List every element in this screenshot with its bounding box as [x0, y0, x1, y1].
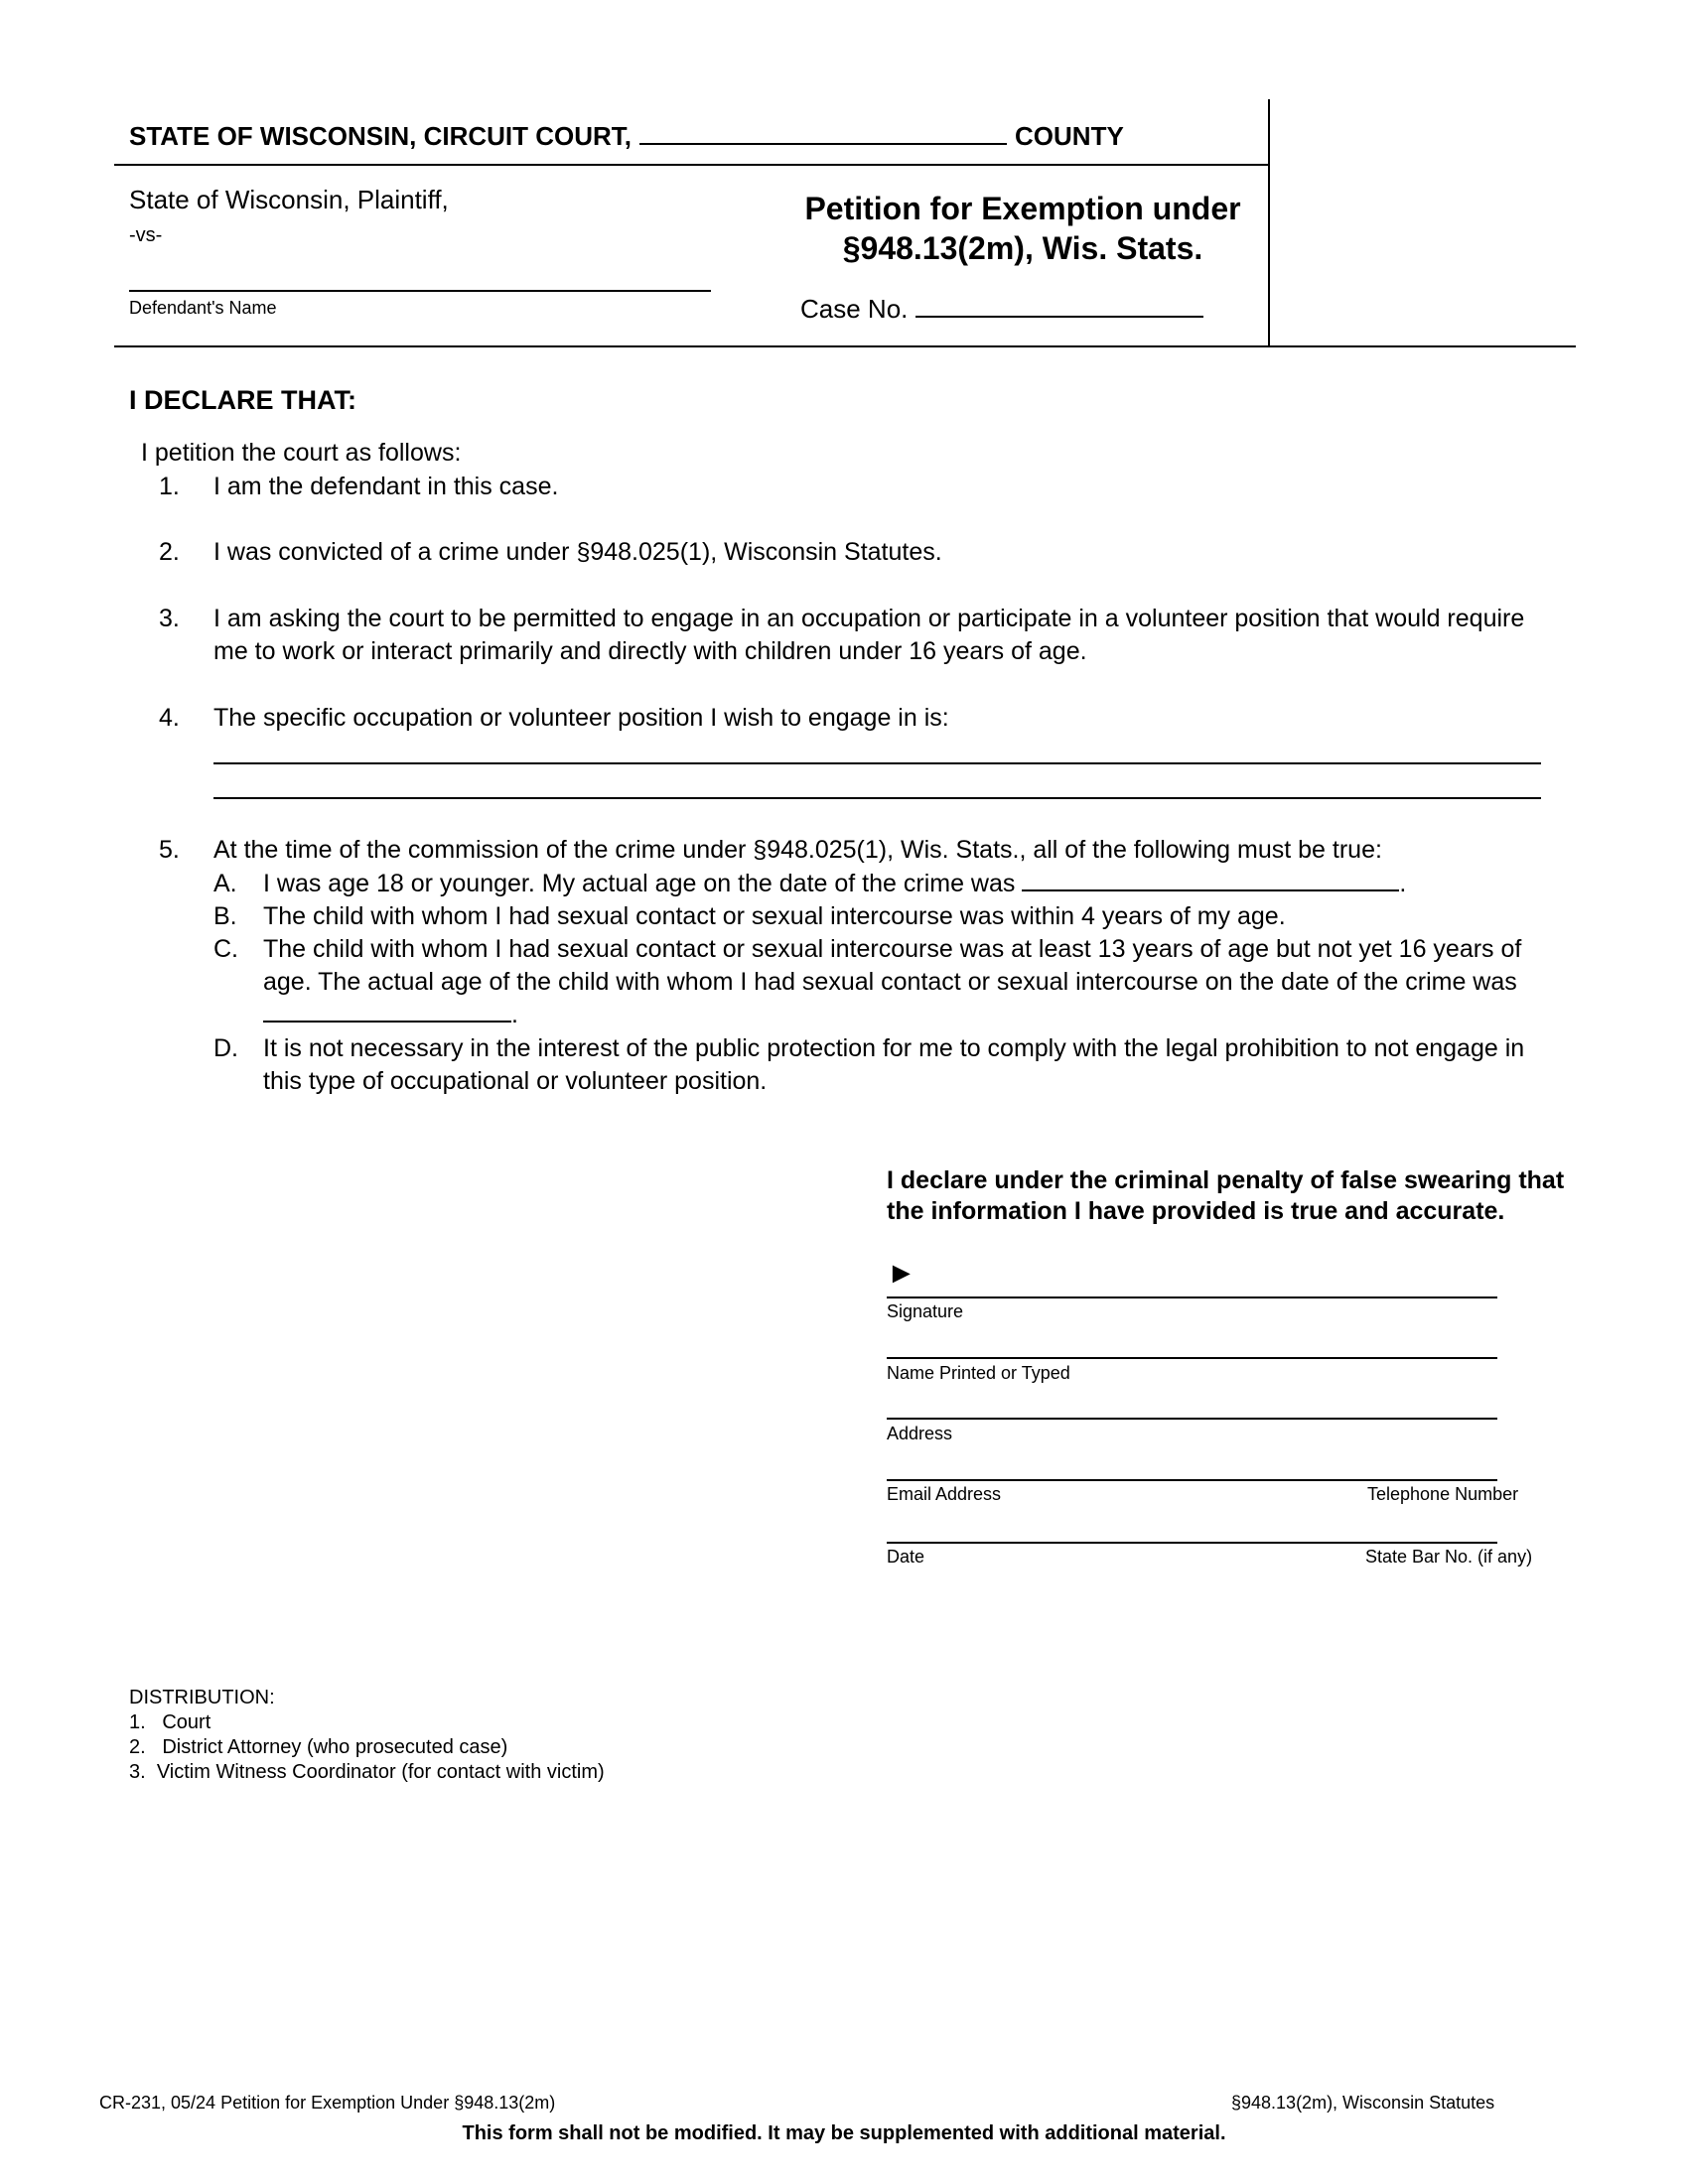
distribution-item	[129, 1735, 605, 1760]
address-label: Address	[887, 1424, 953, 1443]
item-text: I am asking the court to be permitted to engage in an occupation or participate in a volunteer position that would require me to work or interact primarily and directly with children under 16 years of age.	[213, 605, 1525, 665]
child-age-field[interactable]	[263, 999, 511, 1023]
condition-b	[213, 900, 1564, 933]
case-number-label: Case No.	[800, 294, 909, 324]
condition-letter: D.	[213, 1034, 238, 1062]
distribution-heading: DISTRIBUTION:	[129, 1687, 275, 1708]
condition-end: .	[511, 1001, 518, 1028]
modification-notice: This form shall not be modified. It may be supplemented with additional material.	[462, 2122, 1226, 2144]
court-title	[129, 121, 1124, 152]
distribution-text: District Attorney (who prosecuted case)	[162, 1736, 508, 1758]
condition-d	[213, 1032, 1564, 1098]
form-id: CR-231, 05/24 Petition for Exemption Under §948.13(2m)	[99, 2093, 556, 2113]
date-statebar-field[interactable]	[887, 1542, 1497, 1544]
state-bar-label: State Bar No. (if any)	[1365, 1547, 1533, 1567]
distribution-number: 2.	[129, 1736, 146, 1758]
header-divider-top	[114, 164, 1269, 166]
item-number: 2.	[159, 538, 180, 566]
court-prefix: STATE OF WISCONSIN, CIRCUIT COURT,	[129, 121, 633, 151]
condition-letter: C.	[213, 935, 238, 963]
email-label: Email Address	[887, 1484, 1002, 1504]
condition-text: It is not necessary in the interest of the public protection for me to comply with the legal prohibition to not engage in this type of occupational or volunteer position.	[263, 1034, 1525, 1095]
item-number: 4.	[159, 704, 180, 732]
signature-field[interactable]	[887, 1297, 1497, 1298]
distribution-list	[129, 1686, 605, 1785]
distribution-number: 3.	[129, 1761, 146, 1783]
header-divider-bottom	[114, 345, 1576, 347]
condition-letter: A.	[213, 870, 237, 897]
item-text: I am the defendant in this case.	[213, 473, 559, 500]
item-number: 5.	[159, 836, 180, 864]
plaintiff-label: State of Wisconsin, Plaintiff,	[129, 185, 449, 214]
case-number	[800, 294, 1203, 325]
condition-c	[213, 933, 1564, 1031]
item-number: 3.	[159, 605, 180, 632]
occupation-field-line-2[interactable]	[213, 797, 1541, 799]
intro-text: I petition the court as follows:	[141, 439, 462, 467]
sign-here-arrow-icon: ►	[887, 1257, 916, 1290]
petition-item-2	[159, 536, 1549, 569]
email-telephone-field[interactable]	[887, 1479, 1497, 1481]
petition-item-1	[159, 471, 1549, 503]
date-label: Date	[887, 1547, 925, 1567]
item-text: At the time of the commission of the crime under §948.025(1), Wis. Stats., all of the following must be true:	[213, 836, 1382, 864]
defendant-age-field[interactable]	[1022, 868, 1399, 891]
item-text: I was convicted of a crime under §948.025(1), Wisconsin Statutes.	[213, 538, 942, 566]
item-number: 1.	[159, 473, 180, 500]
name-field[interactable]	[887, 1357, 1497, 1359]
name-label: Name Printed or Typed	[887, 1363, 1070, 1383]
petition-item-3	[159, 603, 1549, 668]
occupation-field-line-1[interactable]	[213, 762, 1541, 764]
condition-end: .	[1399, 870, 1407, 897]
condition-text: The child with whom I had sexual contact or sexual intercourse was within 4 years of my age.	[263, 902, 1286, 930]
condition-text: The child with whom I had sexual contact or sexual intercourse was at least 13 years of age but not yet 16 years of age. The actual age of the child with whom I had sexual contact or sexual intercourse on the date of the crime was	[263, 935, 1522, 996]
distribution-number: 1.	[129, 1711, 146, 1733]
petition-title-line1: Petition for Exemption under	[804, 191, 1241, 226]
signature-label: Signature	[887, 1301, 964, 1321]
distribution-item	[129, 1760, 605, 1785]
address-field[interactable]	[887, 1418, 1497, 1420]
declare-heading: I DECLARE THAT:	[129, 385, 356, 415]
false-swearing-declaration: I declare under the criminal penalty of false swearing that the information I have provided is true and accurate.	[887, 1166, 1565, 1225]
case-number-field[interactable]	[915, 294, 1203, 318]
defendant-name-field[interactable]	[129, 290, 711, 292]
item-text: The specific occupation or volunteer position I wish to engage in is:	[213, 704, 949, 732]
petition-title-line2: §948.13(2m), Wis. Stats.	[842, 230, 1203, 266]
petition-item-4	[159, 702, 1549, 735]
versus-label: -vs-	[129, 224, 163, 246]
distribution-text: Court	[162, 1711, 211, 1733]
county-field[interactable]	[639, 121, 1007, 145]
court-suffix: COUNTY	[1015, 121, 1124, 151]
petition-title	[765, 189, 1281, 268]
condition-a	[213, 868, 1564, 900]
condition-letter: B.	[213, 902, 237, 930]
distribution-text: Victim Witness Coordinator (for contact with victim)	[156, 1761, 605, 1783]
defendant-name-label: Defendant's Name	[129, 298, 277, 318]
distribution-item	[129, 1710, 605, 1735]
condition-text: I was age 18 or younger. My actual age on the date of the crime was	[263, 870, 1016, 897]
petition-item-5	[159, 834, 1549, 867]
telephone-label: Telephone Number	[1367, 1484, 1519, 1504]
statute-reference: §948.13(2m), Wisconsin Statutes	[1231, 2093, 1495, 2113]
